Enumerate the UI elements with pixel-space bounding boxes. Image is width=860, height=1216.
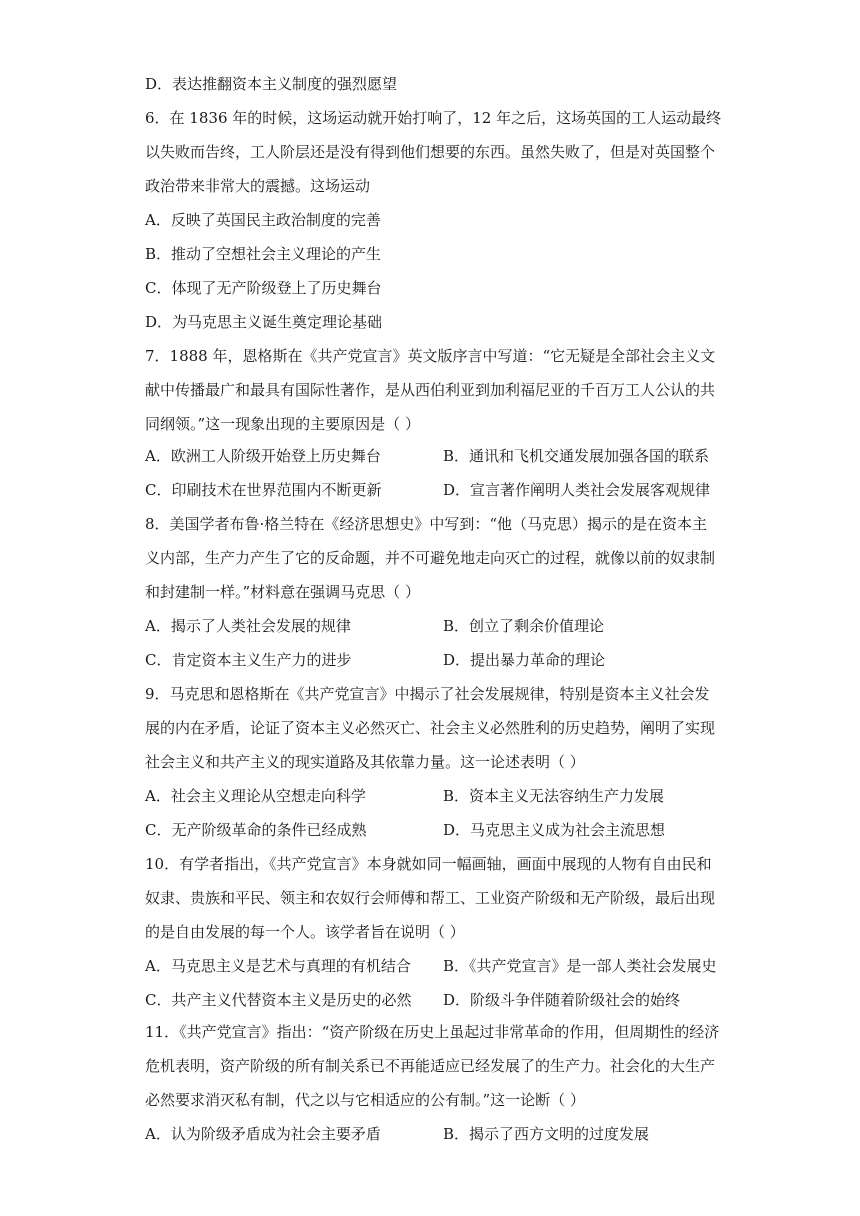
q11-stem-line-2: 危机表明，资产阶级的所有制关系已不再能适应已经发展了的生产力。社会化的大生产: [145, 1057, 716, 1075]
q6-option-b: B．推动了空想社会主义理论的产生: [145, 245, 382, 263]
q7-option-b: B．通讯和飞机交通发展加强各国的联系: [443, 447, 710, 465]
q7-stem-line-1: 7．1888 年，恩格斯在《共产党宣言》英文版序言中写道：“它无疑是全部社会主义文: [145, 347, 716, 365]
q10-option-a: A．马克思主义是艺术与真理的有机结合: [145, 957, 411, 975]
q9-option-d: D．马克思主义成为社会主流思想: [443, 821, 666, 839]
q9-stem-line-1: 9．马克思和恩格斯在《共产党宣言》中揭示了社会发展规律，特别是资本主义社会发: [145, 685, 710, 703]
q5-option-d: D．表达推翻资本主义制度的强烈愿望: [145, 75, 398, 93]
q8-option-b: B．创立了剩余价值理论: [443, 617, 605, 635]
q8-stem-line-3: 和封建制一样。”材料意在强调马克思（ ）: [145, 583, 420, 601]
q6-option-a: A．反映了英国民主政治制度的完善: [145, 211, 381, 229]
q10-stem-line-3: 的是自由发展的每一个人。该学者旨在说明（ ）: [145, 923, 465, 941]
q9-option-c: C．无产阶级革命的条件已经成熟: [145, 821, 367, 839]
q7-option-a: A．欧洲工人阶级开始登上历史舞台: [145, 447, 381, 465]
q11-stem-line-1: 11．《共产党宣言》指出：“资产阶级在历史上虽起过非常革命的作用，但周期性的经济: [145, 1023, 720, 1041]
q10-option-b: B．《共产党宣言》是一部人类社会发展史: [443, 957, 717, 975]
q7-option-d: D．宣言著作阐明人类社会发展客观规律: [443, 481, 711, 499]
q7-stem-line-3: 同纲领。”这一现象出现的主要原因是（ ）: [145, 415, 420, 433]
q11-stem-line-3: 必然要求消灭私有制，代之以与它相适应的公有制。”这一论断（ ）: [145, 1091, 585, 1109]
q9-option-b: B．资本主义无法容纳生产力发展: [443, 787, 665, 805]
q10-stem-line-2: 奴隶、贵族和平民、领主和农奴行会师傅和帮工、工业资产阶级和无产阶级，最后出现: [145, 889, 716, 907]
q8-option-c: C．肯定资本主义生产力的进步: [145, 651, 352, 669]
q10-stem-line-1: 10．有学者指出，《共产党宣言》本身就如同一幅画轴，画面中展现的人物有自由民和: [145, 855, 712, 873]
q11-option-a: A．认为阶级矛盾成为社会主要矛盾: [145, 1125, 381, 1143]
q6-option-c: C．体现了无产阶级登上了历史舞台: [145, 279, 382, 297]
q9-stem-line-3: 社会主义和共产主义的现实道路及其依靠力量。这一论述表明（ ）: [145, 753, 585, 771]
q10-option-d: D．阶级斗争伴随着阶级社会的始终: [443, 991, 681, 1009]
q6-stem-line-3: 政治带来非常大的震撼。这场运动: [145, 177, 371, 195]
q6-option-d: D．为马克思主义诞生奠定理论基础: [145, 313, 383, 331]
q9-stem-line-2: 展的内在矛盾，论证了资本主义必然灭亡、社会主义必然胜利的历史趋势，阐明了实现: [145, 719, 716, 737]
q9-option-a: A．社会主义理论从空想走向科学: [145, 787, 366, 805]
q10-option-c: C．共产主义代替资本主义是历史的必然: [145, 991, 412, 1009]
q8-stem-line-2: 义内部，生产力产生了它的反命题，并不可避免地走向灭亡的过程，就像以前的奴隶制: [145, 549, 716, 567]
q8-stem-line-1: 8．美国学者布鲁·格兰特在《经济思想史》中写到：“他（马克思）揭示的是在资本主: [145, 515, 707, 533]
q7-option-c: C．印刷技术在世界范围内不断更新: [145, 481, 382, 499]
q6-stem-line-1: 6．在 1836 年的时候，这场运动就开始打响了，12 年之后，这场英国的工人运动最终: [145, 109, 722, 127]
q6-stem-line-2: 以失败而告终，工人阶层还是没有得到他们想要的东西。虽然失败了，但是对英国整个: [145, 143, 716, 161]
q8-option-d: D．提出暴力革命的理论: [443, 651, 606, 669]
q11-option-b: B．揭示了西方文明的过度发展: [443, 1125, 650, 1143]
q7-stem-line-2: 献中传播最广和最具有国际性著作，是从西伯利亚到加利福尼亚的千百万工人公认的共: [145, 381, 716, 399]
q8-option-a: A．揭示了人类社会发展的规律: [145, 617, 351, 635]
